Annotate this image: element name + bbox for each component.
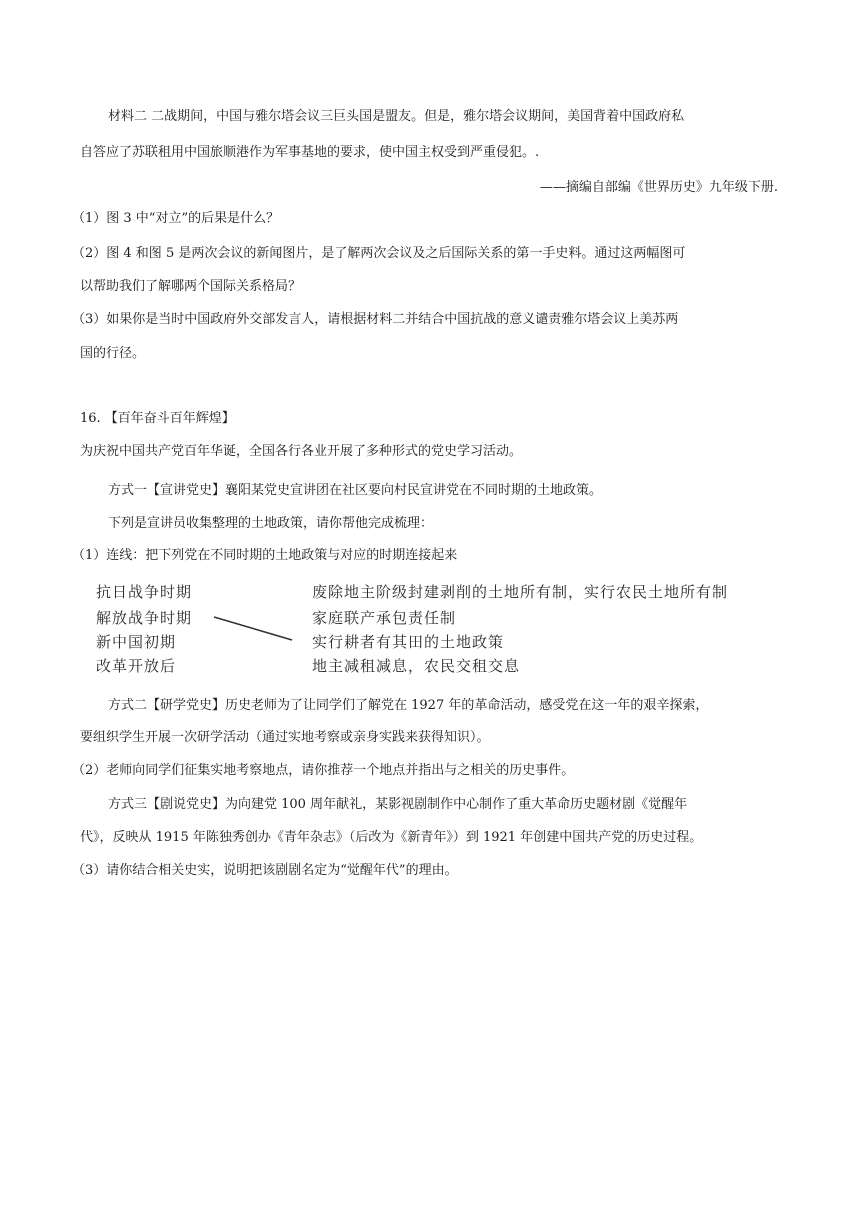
q16-sub1: （1）连线：把下列党在不同时期的土地政策与对应的时期连接起来 [72, 548, 458, 563]
q15-sub2-line1: （2）图 4 和图 5 是两次会议的新闻图片，是了解两次会议及之后国际关系的第一手史料。通过这两幅图可 [72, 246, 686, 261]
policy-item: 地主减租减息，农民交租交息 [312, 657, 521, 675]
policy-item: 家庭联产承包责任制 [312, 609, 457, 627]
material2-line1: 材料二 二战期间，中国与雅尔塔会议三巨头国是盟友。但是，雅尔塔会议期间，美国背着中国政府私 [108, 109, 685, 124]
q15-sub1: （1）图 3 中“对立”的后果是什么？ [72, 211, 280, 226]
policy-item: 实行耕者有其田的土地政策 [312, 633, 505, 651]
material2-source: ——摘编自部编《世界历史》九年级下册. [539, 180, 778, 195]
matching-exercise [96, 580, 776, 680]
connector-line [214, 617, 292, 640]
q16-way3-line1: 方式三【剧说党史】为向建党 100 周年献礼，某影视剧制作中心制作了重大革命历史题材剧《觉醒年 [108, 797, 688, 812]
q16-way1-task: 下列是宣讲员收集整理的土地政策，请你帮他完成梳理： [108, 516, 434, 531]
period-item: 新中国初期 [96, 633, 177, 651]
period-item: 改革开放后 [96, 657, 177, 675]
q16-way2-line2: 要组织学生开展一次研学活动（通过实地考察或亲身实践来获得知识）。 [80, 730, 490, 745]
q15-sub3-line1: （3）如果你是当时中国政府外交部发言人，请根据材料二并结合中国抗战的意义谴责雅尔塔会议上美苏两 [72, 312, 679, 327]
q16-way1: 方式一【宣讲党史】襄阳某党史宣讲团在社区要向村民宣讲党在不同时期的土地政策。 [108, 483, 603, 498]
q16-way3-line2: 代》，反映从 1915 年陈独秀创办《青年杂志》（后改为《新青年》）到 1921 年创建中国共产党的历史过程。 [80, 830, 703, 845]
q16-sub3: （3）请你结合相关史实，说明把该剧剧名定为“觉醒年代”的理由。 [72, 863, 458, 878]
material2-line2: 自答应了苏联租用中国旅顺港作为军事基地的要求，使中国主权受到严重侵犯。. [80, 145, 540, 160]
q16-heading: 16. 【百年奋斗百年辉煌】 [80, 411, 235, 426]
policy-item: 废除地主阶级封建剥削的土地所有制，实行农民土地所有制 [312, 583, 729, 601]
q16-sub2: （2）老师向同学们征集实地考察地点，请你推荐一个地点并指出与之相关的历史事件。 [72, 763, 575, 778]
q15-sub2-line2: 以帮助我们了解哪两个国际关系格局？ [80, 279, 302, 294]
q16-intro: 为庆祝中国共产党百年华诞，全国各行各业开展了多种形式的党史学习活动。 [80, 444, 523, 459]
period-item: 抗日战争时期 [96, 583, 193, 601]
q15-sub3-line2: 国的行径。 [80, 346, 146, 361]
q16-way2-line1: 方式二【研学党史】历史老师为了让同学们了解党在 1927 年的革命活动，感受党在这一年的艰辛探索， [108, 698, 709, 713]
period-item: 解放战争时期 [96, 609, 193, 627]
